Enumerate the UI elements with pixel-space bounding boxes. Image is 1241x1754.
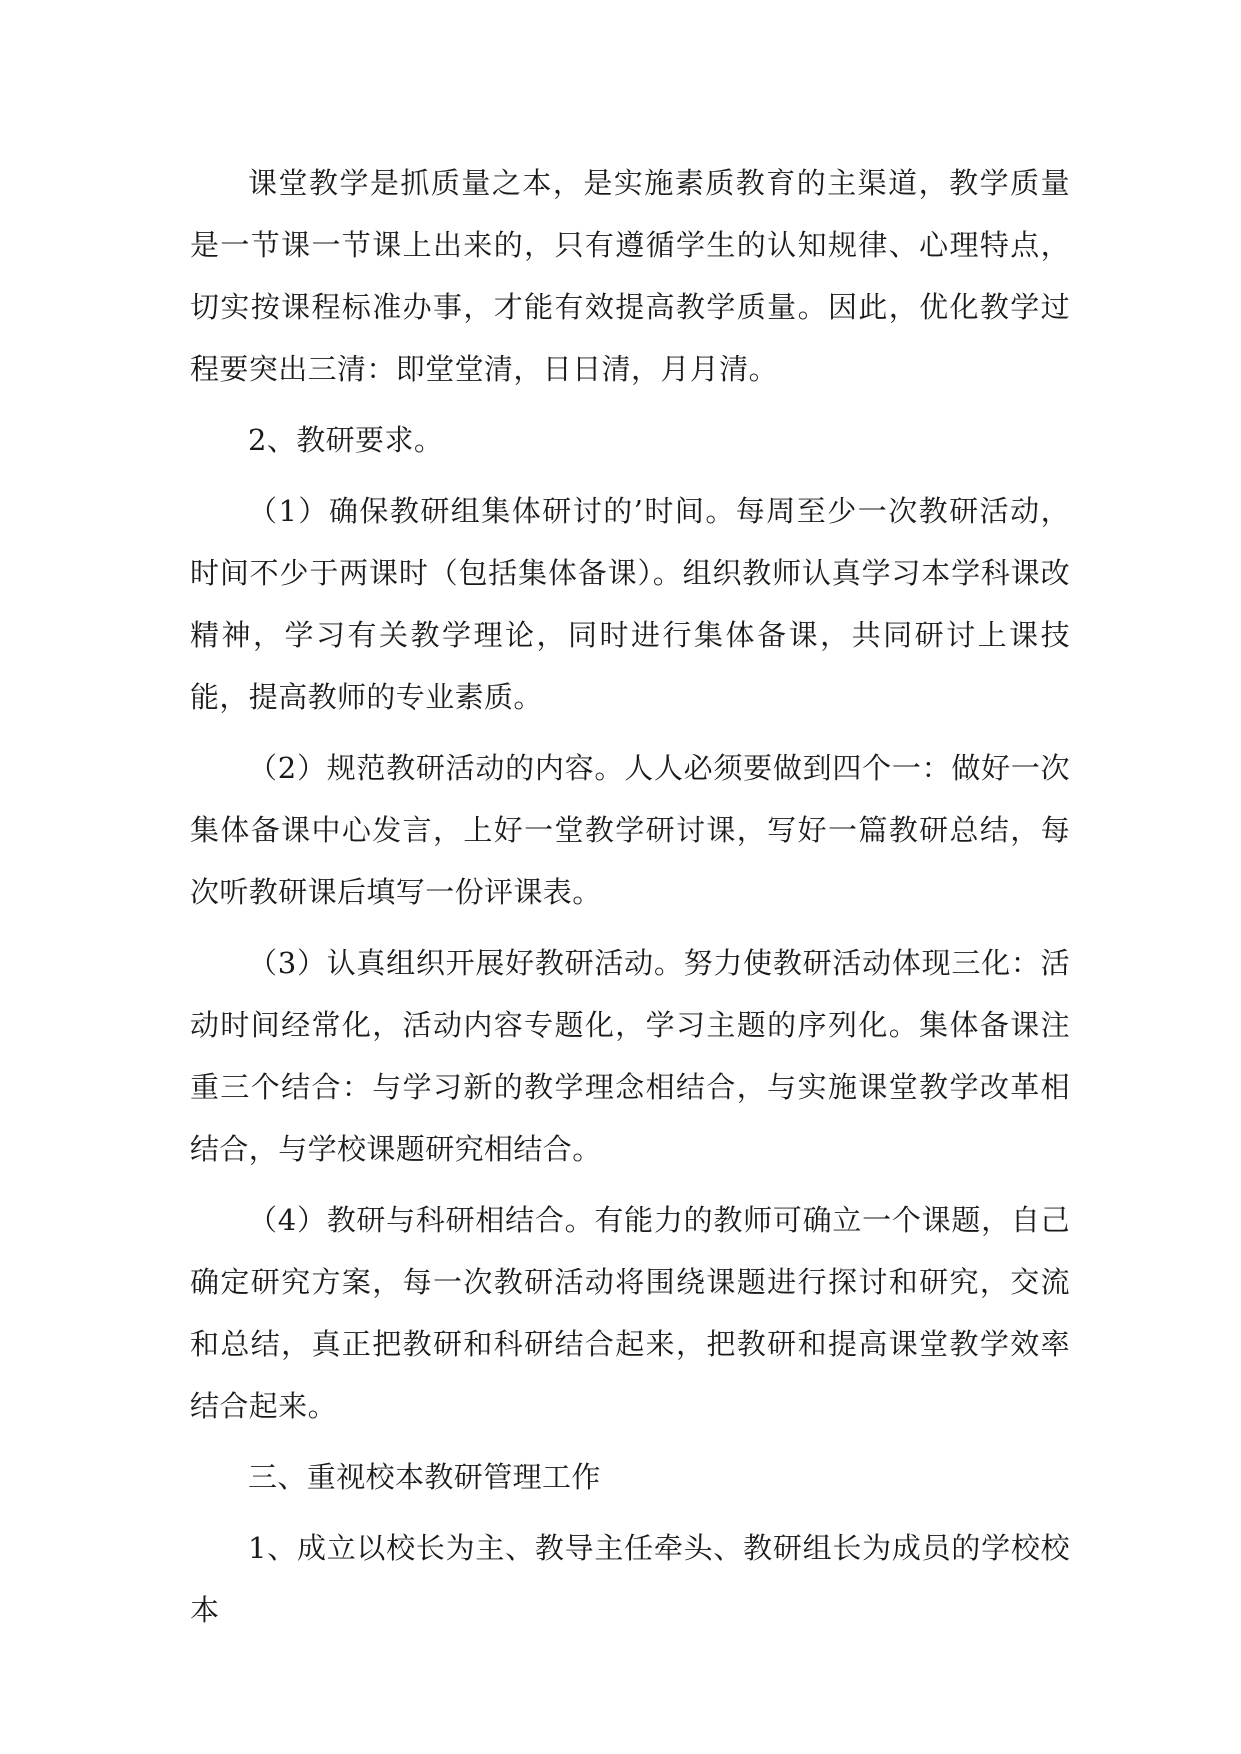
heading-teaching-research-requirements: 2、教研要求。 [248,423,444,457]
paragraph-classroom-teaching: 课堂教学是抓质量之本，是实施素质教育的主渠道，教学质量是一节课一节课上出来的，只有遵循学生的认知规律、心理特点，切实按课程标准办事，才能有效提高教学质量。因此，优化教学过程要突出三清：即堂堂清，日日清，月月清。 [190,166,1070,386]
paragraph-requirement-1: （1）确保教研组集体研讨的’时间。每周至少一次教研活动，时间不少于两课时（包括集体备课）。组织教师认真学习本学科课改精神，学习有关教学理论，同时进行集体备课，共同研讨上课技能，提高教师的专业素质。 [190,494,1070,714]
paragraph-management-item-1: 1、成立以校长为主、教导主任牵头、教研组长为成员的学校校本 [190,1531,1070,1627]
paragraph-requirement-3: （3）认真组织开展好教研活动。努力使教研活动体现三化：活动时间经常化，活动内容专题化，学习主题的序列化。集体备课注重三个结合：与学习新的教学理念相结合，与实施课堂教学改革相结合，与学校课题研究相结合。 [190,946,1070,1166]
document-body [190,152,1070,1641]
paragraph-requirement-4: （4）教研与科研相结合。有能力的教师可确立一个课题，自己确定研究方案，每一次教研活动将围绕课题进行探讨和研究，交流和总结，真正把教研和科研结合起来，把教研和提高课堂教学效率结合起来。 [190,1203,1070,1423]
paragraph-requirement-2: （2）规范教研活动的内容。人人必须要做到四个一：做好一次集体备课中心发言，上好一堂教学研讨课，写好一篇教研总结，每次听教研课后填写一份评课表。 [190,751,1070,909]
section-heading-school-research-management: 三、重视校本教研管理工作 [248,1460,601,1494]
